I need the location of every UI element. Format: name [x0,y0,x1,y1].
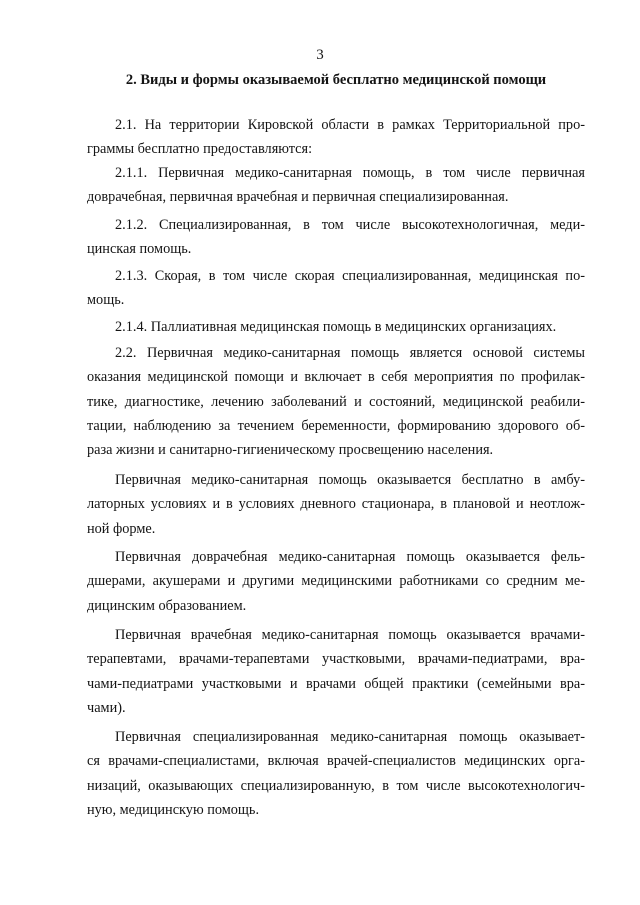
paragraph-line: Первичная медико-санитарная помощь оказывается бесплатно в амбу- [115,472,585,488]
paragraph-line: Первичная доврачебная медико-санитарная помощь оказывается фель- [115,549,585,565]
paragraph-line: раза жизни и санитарно-гигиеническому просвещению населения. [87,442,494,459]
paragraph-line: 2.1. На территории Кировской области в рамках Территориальной про- [115,117,585,133]
paragraph-line: 2.1.2. Специализированная, в том числе высокотехнологичная, меди- [115,217,585,233]
clause-2-1-2 [87,213,585,262]
paragraph-line: чами-педиатрами участковыми и врачами общей практики (семейными вра- [87,675,585,692]
clause-2-2 [87,341,585,462]
paragraph-line: 2.1.1. Первичная медико-санитарная помощь, в том числе первичная [115,165,585,181]
paragraph-primary-care-free [87,468,585,541]
paragraph-line: ся врачами-специалистами, включая врачей-специалистов медицинских орга- [87,753,585,770]
clause-2-1 [87,113,585,162]
paragraph-line: дшерами, акушерами и другими медицинскими работниками со средним ме- [87,573,585,590]
paragraph-line: цинская помощь. [87,241,192,258]
paragraph-line: тации, наблюдению за течением беременности, формированию здорового об- [87,417,585,434]
paragraph-line: Первичная врачебная медико-санитарная помощь оказывается врачами- [115,627,585,643]
paragraph-line: чами). [87,699,126,716]
page-number: 3 [316,47,324,63]
section-heading: 2. Виды и формы оказываемой бесплатно медицинской помощи [125,72,547,88]
clause-2-1-1 [87,161,585,210]
paragraph-pre-medical-care [87,545,585,618]
paragraph-line: ной форме. [87,520,156,537]
paragraph-line: тике, диагностике, лечению заболеваний и состояний, медицинской реабили- [87,393,585,410]
paragraph-line: латорных условиях и в условиях дневного стационара, в плановой и неотлож- [87,496,585,513]
paragraph-line: дицинским образованием. [87,597,247,614]
paragraph-line: терапевтами, врачами-терапевтами участковыми, врачами-педиатрами, вра- [87,651,585,668]
paragraph-line: доврачебная, первичная врачебная и первичная специализированная. [87,189,509,206]
paragraph-line: мощь. [87,292,125,309]
paragraph-line: граммы бесплатно предоставляются: [87,141,313,158]
paragraph-line: 2.2. Первичная медико-санитарная помощь является основой системы [115,345,585,361]
paragraph-line: ную, медицинскую помощь. [87,801,260,818]
paragraph-physician-care [87,623,585,720]
paragraph-line: 2.1.3. Скорая, в том числе скорая специализированная, медицинская по- [115,268,585,284]
paragraph-line: 2.1.4. Паллиативная медицинская помощь в медицинских организациях. [115,319,557,335]
paragraph-specialized-care [87,725,585,822]
clause-2-1-4 [87,315,585,339]
paragraph-line: низаций, оказывающих специализированную, в том числе высокотехнологич- [87,777,585,794]
paragraph-line: Первичная специализированная медико-санитарная помощь оказывает- [115,729,585,745]
clause-2-1-3 [87,264,585,313]
paragraph-line: оказания медицинской помощи и включает в себя мероприятия по профилак- [87,369,585,386]
